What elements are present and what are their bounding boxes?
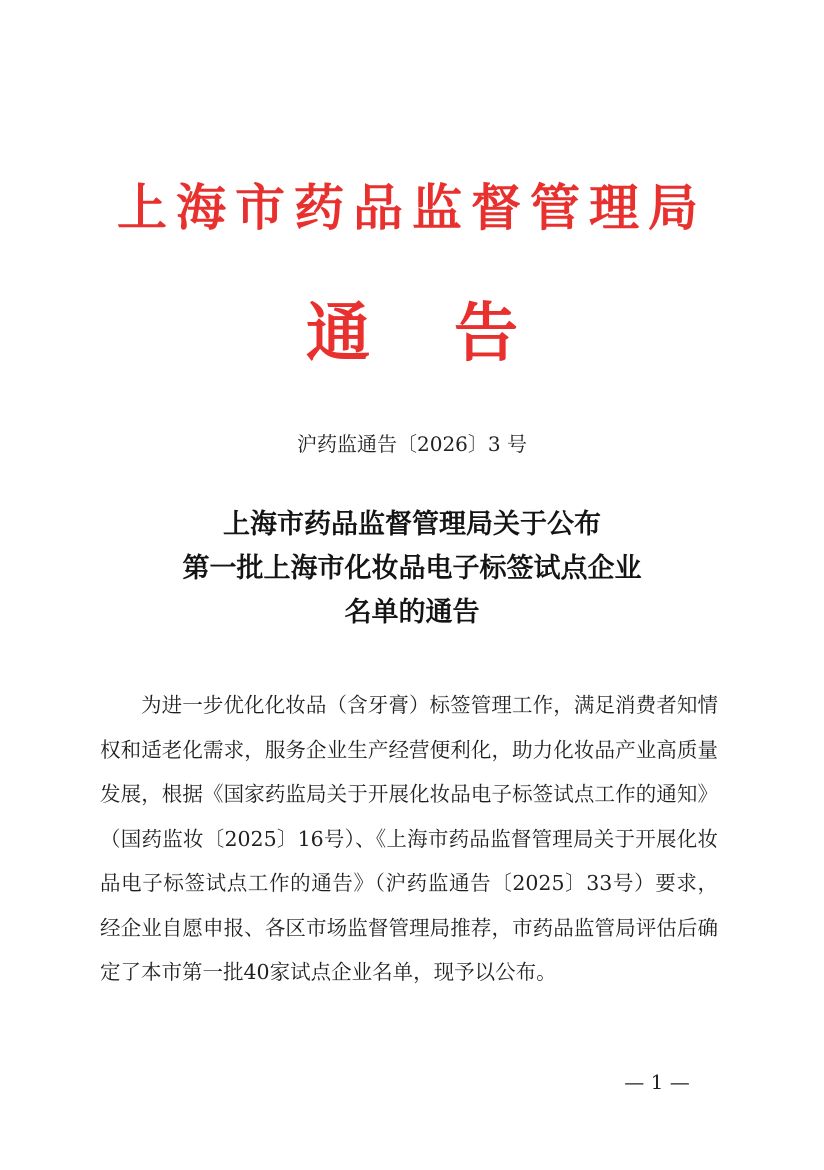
page-number: — 1 — — [624, 1070, 690, 1094]
notice-label-char-2: 告 — [454, 296, 518, 371]
notice-label-char-1: 通 — [306, 296, 370, 371]
document-title — [0, 503, 824, 635]
document-title-line-2: 第一批上海市化妆品电子标签试点企业 — [182, 553, 642, 584]
document-number: 沪药监通告〔2026〕3 号 — [297, 432, 527, 456]
agency-header: 上海市药品监督管理局 — [117, 178, 707, 237]
body-paragraph: 为进一步优化化妆品（含牙膏）标签管理工作，满足消费者知情权和适老化需求，服务企业生产经营便利化，助力化妆品产业高质量发展，根据《国家药监局关于开展化妆品电子标签试点工作的通知》（国药监妆〔2025〕16号）、《上海市药品监督管理局关于开展化妆品电子标签试点工作的通告》（沪药监通告〔2025〕33号）要求，经企业自愿申报、各区市场监督管理局推荐，市药品监管局评估后确定了本市第一批40家试点企业名单，现予以公布。 — [100, 693, 718, 984]
document-title-line-3: 名单的通告 — [344, 597, 480, 628]
document-title-line-1: 上海市药品监督管理局关于公布 — [223, 509, 601, 540]
notice-label — [0, 296, 824, 372]
